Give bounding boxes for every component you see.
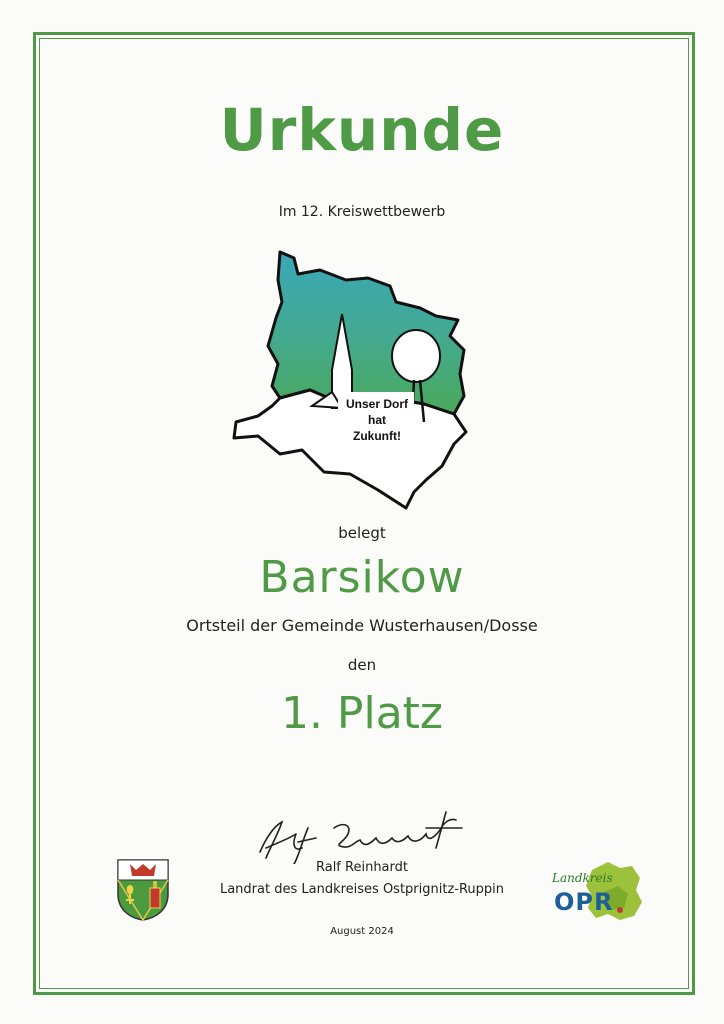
- ortsteil-text: Ortsteil der Gemeinde Wusterhausen/Dosse: [186, 616, 538, 635]
- district-map-logo-icon: [228, 246, 470, 512]
- certificate-date: August 2024: [330, 926, 394, 937]
- opr-logo-icon: [548, 858, 644, 928]
- opr-logo-abbreviation: OPR: [554, 888, 614, 916]
- placement: 1. Platz: [280, 688, 444, 739]
- signer-role: Landrat des Landkreises Ostprignitz-Ruppin: [219, 882, 505, 897]
- signature-icon: [250, 808, 470, 864]
- certificate-title: Urkunde: [219, 96, 505, 164]
- signer-name: Ralf Reinhardt: [315, 860, 408, 875]
- logo-text-line-2: hat: [368, 413, 386, 427]
- competition-intro: Im 12. Kreiswettbewerb: [278, 204, 446, 220]
- opr-logo-word: Landkreis: [552, 871, 613, 885]
- village-name: Barsikow: [259, 552, 465, 603]
- den-text: den: [347, 656, 377, 674]
- coat-of-arms-icon: [116, 858, 170, 922]
- logo-text-line-3: Zukunft!: [353, 429, 401, 443]
- logo-text-line-1: Unser Dorf: [345, 397, 409, 411]
- belegt-text: belegt: [338, 524, 386, 542]
